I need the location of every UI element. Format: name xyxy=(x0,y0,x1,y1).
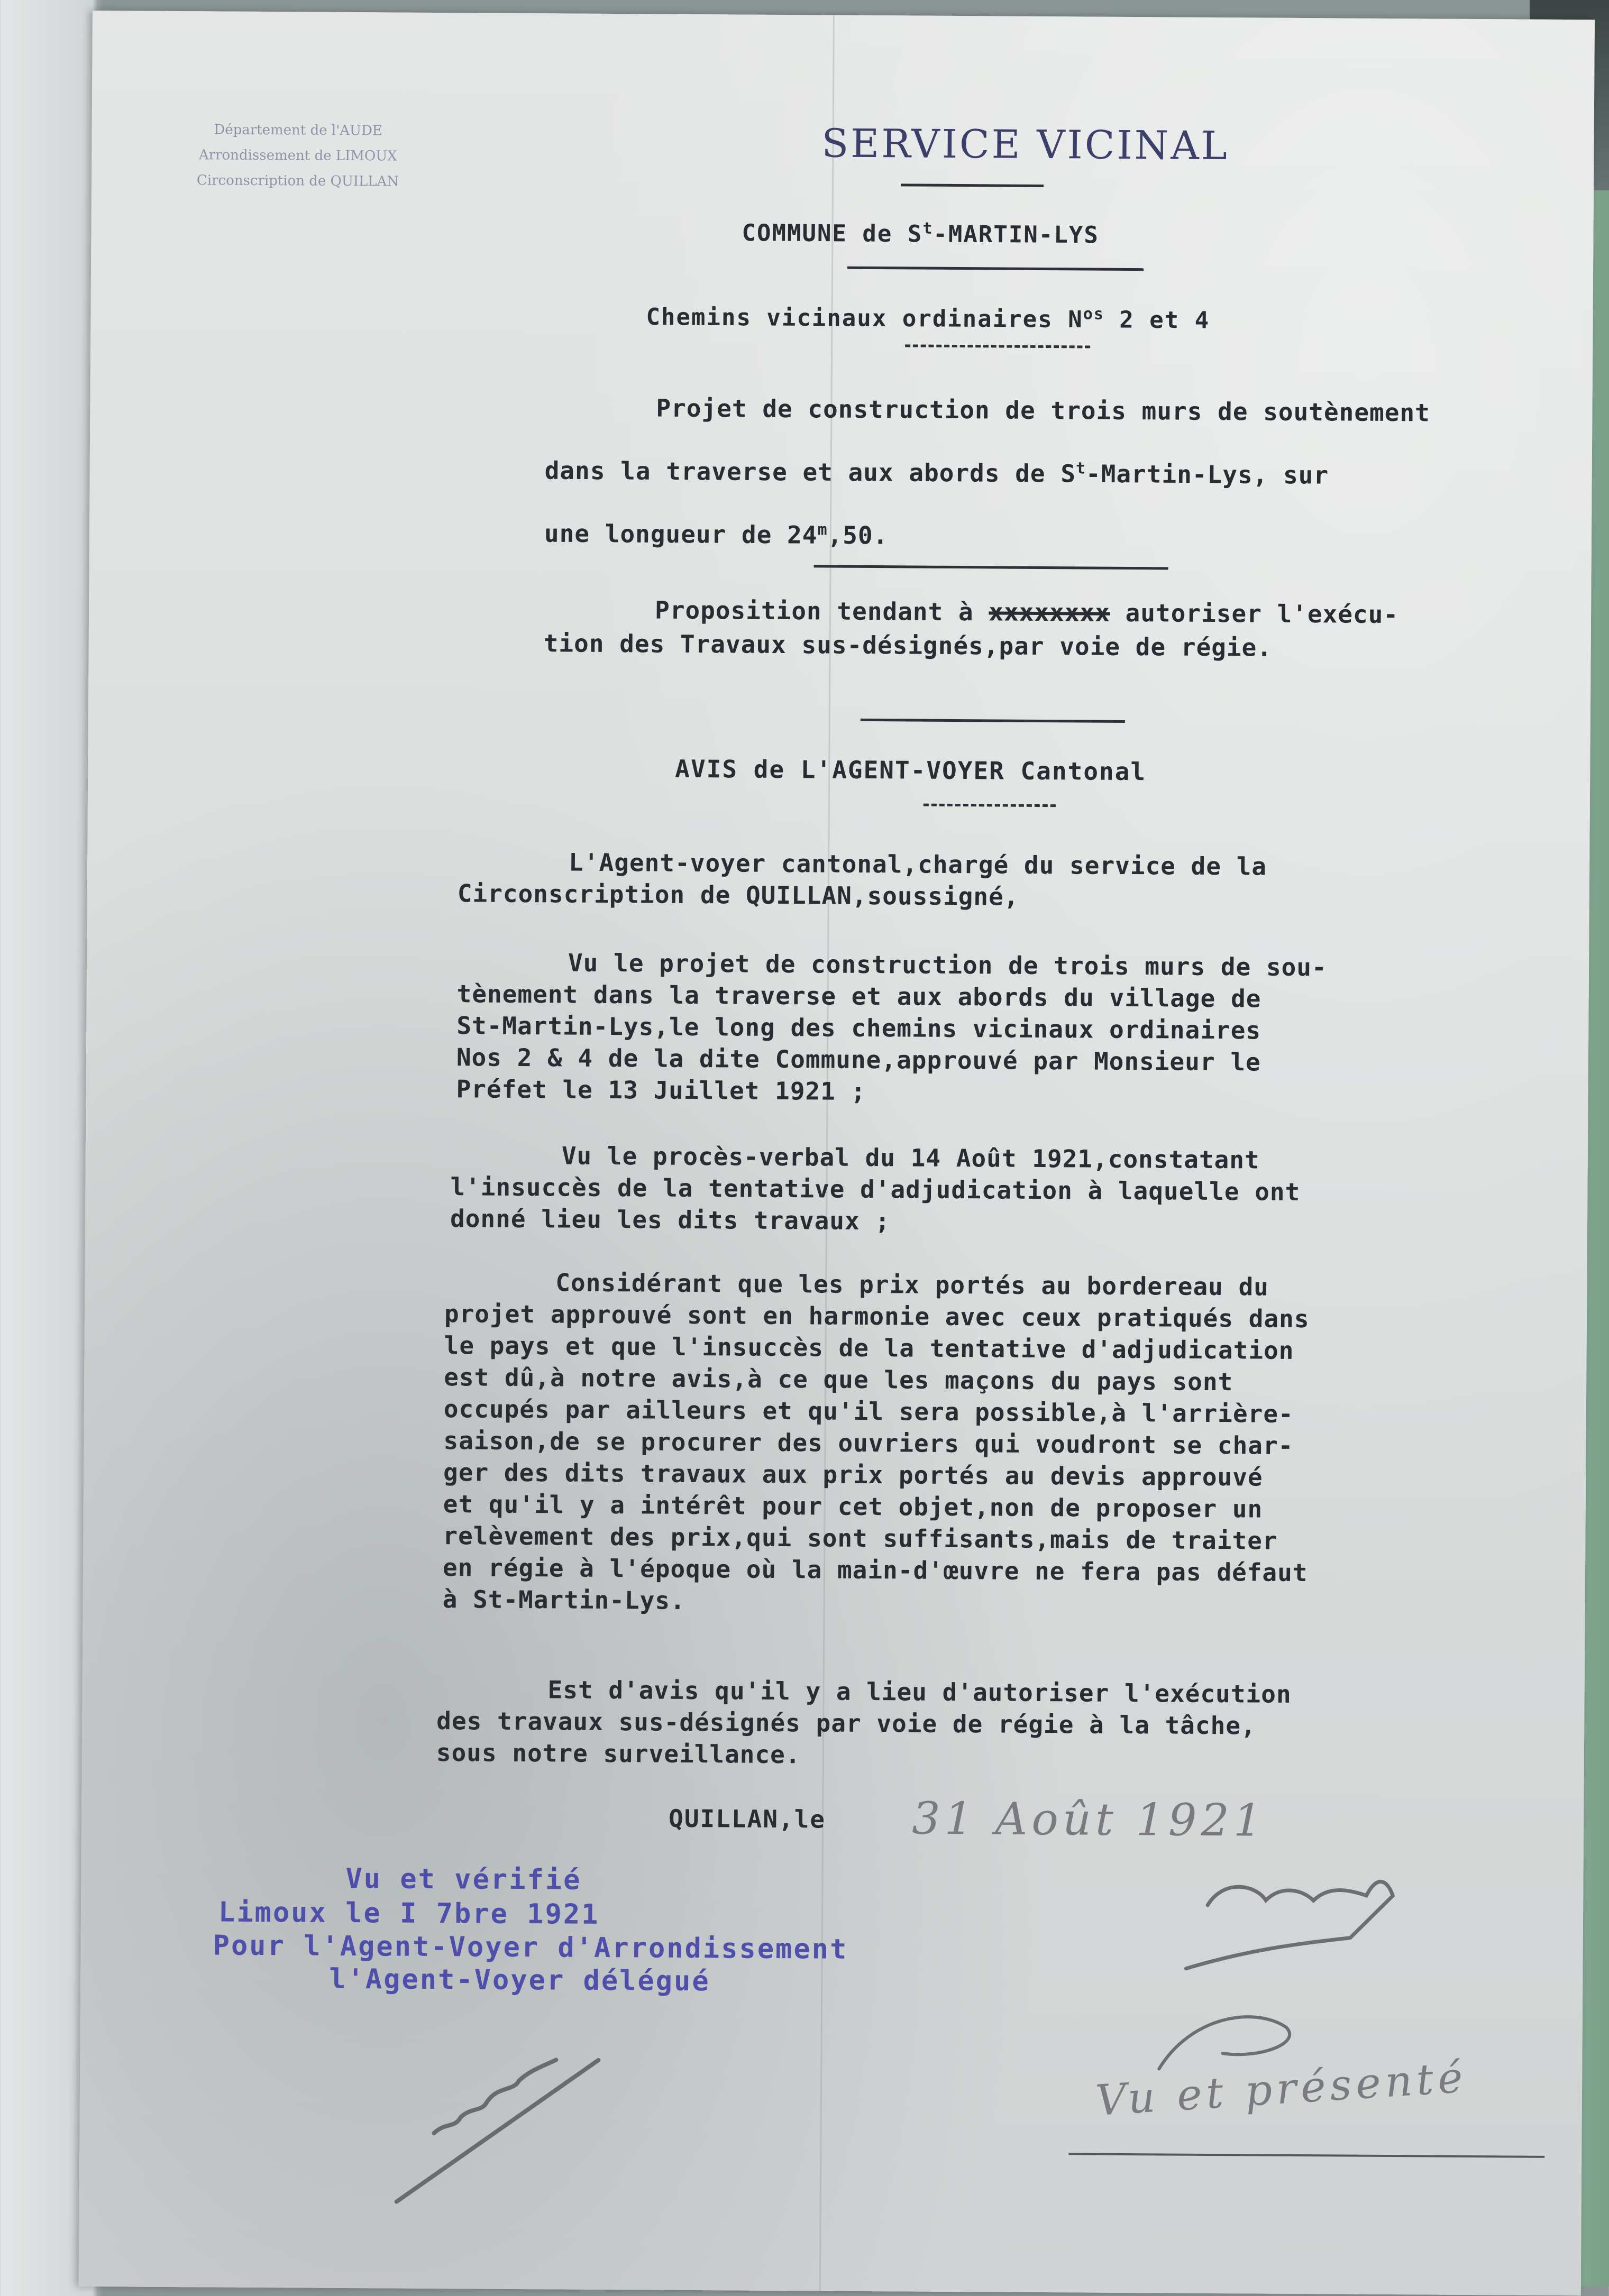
est-davis-paragraph xyxy=(436,1673,1548,1775)
vu2-line-2: l'insuccès de la tentative d'adjudication à laquelle ont xyxy=(450,1172,1301,1206)
cons-line-8: et qu'il y a intérêt pour cet objet,non de proposer un xyxy=(443,1490,1263,1523)
chemins-heading: Chemins vicinaux ordinaires $N^{os}$ 2 et 4 xyxy=(646,304,1210,334)
vu2-line-3: donné lieu les dits travaux ; xyxy=(450,1204,891,1236)
projet-paragraph xyxy=(544,378,1609,569)
stamp-line-2: Arrondissement de LIMOUX xyxy=(198,147,397,164)
cons-line-1: Considérant que les prix portés au bordereau du xyxy=(555,1268,1269,1301)
est-line-3: sous notre surveillance. xyxy=(436,1738,801,1769)
place-label: QUILLAN,le xyxy=(668,1804,826,1834)
proposition-rule xyxy=(861,719,1125,723)
projet-line-3: une longueur de 24$^m$,50. xyxy=(544,519,889,550)
agent-voyer-signature xyxy=(1175,1863,1451,1991)
bottom-signature-rule xyxy=(1068,2153,1544,2157)
avis-intro-line-2: Circonscription de QUILLAN,soussigné, xyxy=(457,879,1019,911)
est-line-1: Est d'avis qu'il y a lieu d'autoriser l'exécution xyxy=(547,1675,1292,1709)
commune-rule xyxy=(847,267,1144,271)
verif-stamp-line-1: Vu et vérifié xyxy=(345,1862,582,1896)
title-rule xyxy=(901,183,1044,187)
projet-line-1: Projet de construction de trois murs de soutènement xyxy=(656,393,1430,427)
vu-projet-paragraph xyxy=(456,946,1568,1112)
avis-heading: AVIS de L'AGENT-VOYER Cantonal xyxy=(675,754,1147,786)
cons-line-4: est dû,à notre avis,à ce que les maçons du pays sont xyxy=(444,1363,1233,1397)
document-title: SERVICE VICINAL xyxy=(821,121,1230,169)
cons-line-10: en régie à l'époque où la main-d'œuvre ne fera pas défaut xyxy=(442,1553,1308,1587)
cons-line-2: projet approuvé sont en harmonie avec ceux pratiqués dans xyxy=(444,1299,1310,1334)
proposition-line-1: Proposition tendant à xxxxxxxx autoriser l'exécu- xyxy=(654,595,1399,629)
cons-line-3: le pays et que l'insuccès de la tentative d'adjudication xyxy=(444,1331,1294,1365)
stamp-line-3: Circonscription de QUILLAN xyxy=(196,172,399,190)
cons-line-5: occupés par ailleurs et qu'il sera possible,à l'arrière- xyxy=(443,1394,1294,1428)
verif-stamp-line-2: Limoux le I 7bre 1921 xyxy=(218,1896,600,1931)
avis-intro-line-1: L'Agent-voyer cantonal,chargé du service de la xyxy=(569,848,1267,881)
cons-line-7: ger des dits travaux aux prix portés au devis approuvé xyxy=(443,1458,1263,1492)
projet-line-2: dans la traverse et aux abords de $S^t-Martin$-Lys, sur xyxy=(544,456,1329,490)
verif-stamp-line-3: Pour l'Agent-Voyer d'Arrondissement xyxy=(213,1930,848,1966)
vu2-line-1: Vu le procès-verbal du 14 Août 1921,constatant xyxy=(561,1141,1260,1174)
cons-line-9: relèvement des prix,qui sont suffisants,mais de traiter xyxy=(443,1521,1278,1555)
presente-flourish xyxy=(1127,1995,1318,2080)
cons-line-6: saison,de se procurer des ouvriers qui voudront se char- xyxy=(443,1426,1294,1460)
considerant-paragraph xyxy=(442,1266,1555,1622)
chemins-dash xyxy=(905,344,1090,348)
verif-stamp-line-4: l'Agent-Voyer délégué xyxy=(329,1963,710,1998)
stamp-line-1: Département de l'AUDE xyxy=(214,122,382,139)
avis-dash xyxy=(924,804,1056,807)
handwritten-vu-et-presente: Vu et présenté xyxy=(1094,2052,1469,2126)
document-page xyxy=(79,11,1595,2295)
vu1-line-3: St-Martin-Lys,le long des chemins vicinaux ordinaires xyxy=(456,1011,1261,1045)
vu1-line-5: Préfet le 13 Juillet 1921 ; xyxy=(456,1074,866,1106)
est-line-2: des travaux sus-désignés par voie de régie à la tâche, xyxy=(436,1706,1256,1740)
vu1-line-4: Nos 2 & 4 de la dite Commune,approuvé par Monsieur le xyxy=(456,1043,1261,1077)
vu1-line-2: tènement dans la traverse et aux abords du village de xyxy=(456,979,1261,1013)
vu1-line-1: Vu le projet de construction de trois murs de sou- xyxy=(568,948,1327,982)
delegue-signature xyxy=(386,2027,726,2219)
commune-heading: COMMUNE de $S^t-MARTIN$-LYS xyxy=(742,219,1099,249)
proposition-paragraph xyxy=(544,592,1609,667)
avis-intro xyxy=(458,846,1569,916)
vu-proces-verbal-paragraph xyxy=(450,1139,1561,1241)
cons-line-11: à St-Martin-Lys. xyxy=(442,1585,685,1615)
proposition-line-2: tion des Travaux sus-désignés,par voie de régie. xyxy=(543,629,1273,662)
department-stamp xyxy=(150,117,446,195)
handwritten-date: 31 Août 1921 xyxy=(911,1792,1266,1847)
